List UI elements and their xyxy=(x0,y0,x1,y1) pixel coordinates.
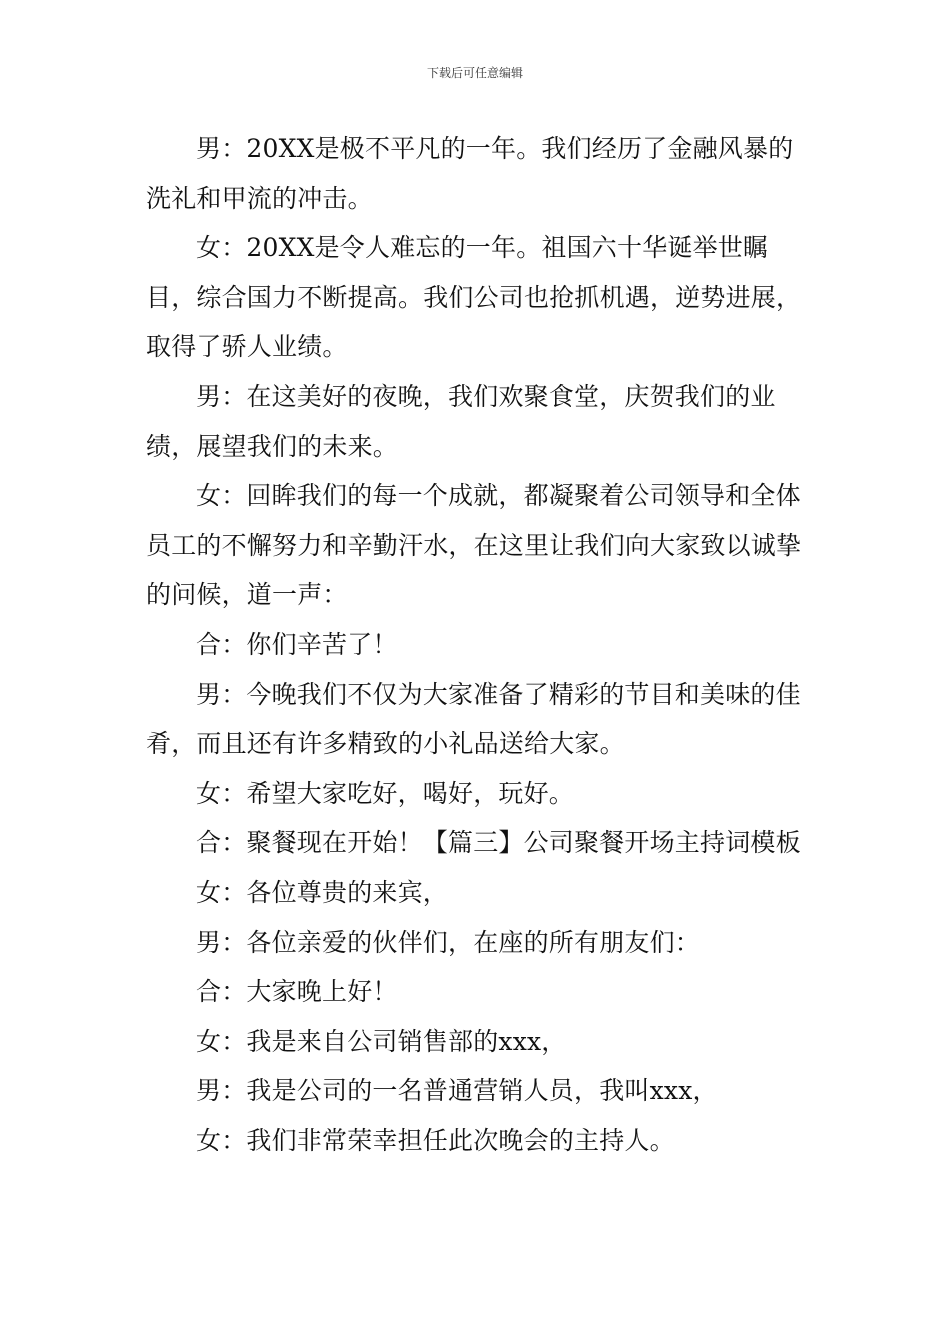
paragraph: 女：20XX是令人难忘的一年。祖国六十华诞举世瞩目，综合国力不断提高。我们公司也抢抓机遇，逆势进展，取得了骄人业绩。 xyxy=(146,233,802,362)
paragraph: 合：聚餐现在开始！【篇三】公司聚餐开场主持词模板 xyxy=(196,828,801,858)
paragraph: 合：大家晚上好！ xyxy=(196,977,398,1007)
paragraph: 女：各位尊贵的来宾， xyxy=(196,877,449,907)
page-header: 下载后可任意编辑 xyxy=(426,66,523,80)
document-body xyxy=(146,124,810,1165)
paragraph: 男：我是公司的一名普通营销人员，我叫xxx， xyxy=(196,1076,718,1106)
paragraph: 男：今晚我们不仅为大家准备了精彩的节目和美味的佳肴，而且还有许多精致的小礼品送给大家。 xyxy=(146,679,801,759)
paragraph: 男：在这美好的夜晚，我们欢聚食堂，庆贺我们的业绩，展望我们的未来。 xyxy=(146,381,776,461)
paragraph: 女：回眸我们的每一个成就，都凝聚着公司领导和全体员工的不懈努力和辛勤汗水，在这里让我们向大家致以诚挚的问候，道一声： xyxy=(146,481,802,610)
paragraph: 合：你们辛苦了！ xyxy=(196,629,398,659)
paragraph: 女：希望大家吃好，喝好，玩好。 xyxy=(196,778,575,808)
paragraph: 女：我是来自公司销售部的xxx， xyxy=(196,1026,567,1056)
paragraph: 女：我们非常荣幸担任此次晚会的主持人。 xyxy=(196,1125,675,1155)
paragraph: 男：各位亲爱的伙伴们，在座的所有朋友们： xyxy=(196,927,701,957)
paragraph: 男：20XX是极不平凡的一年。我们经历了金融风暴的洗礼和甲流的冲击。 xyxy=(146,134,794,213)
